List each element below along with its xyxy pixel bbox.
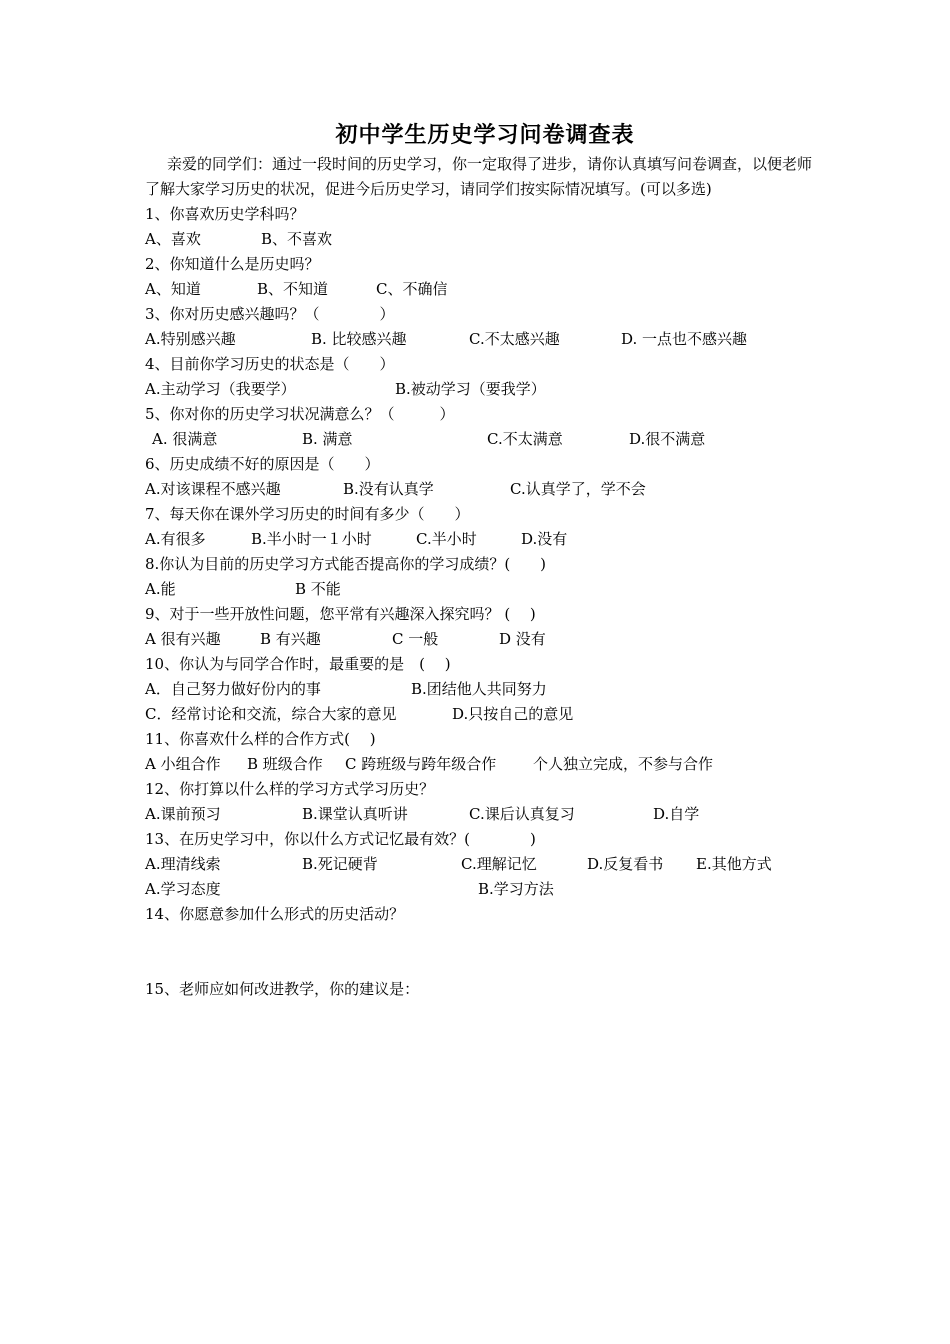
option-b[interactable]: B 有兴趣 (260, 630, 321, 648)
option-c[interactable]: C.课后认真复习 (469, 805, 575, 823)
options-row (145, 627, 825, 652)
option-a[interactable]: A.特别感兴趣 (145, 330, 236, 348)
answer-space[interactable] (145, 927, 825, 977)
option-b[interactable]: B. 满意 (302, 430, 353, 448)
question-11: 11、你喜欢什么样的合作方式( ) (145, 730, 376, 748)
option-c[interactable]: C.不太感兴趣 (469, 330, 560, 348)
option-a[interactable]: A 小组合作 (145, 755, 221, 773)
option-d[interactable]: D.自学 (653, 805, 700, 823)
question-8: 8.你认为目前的历史学习方式能否提高你的学习成绩？( ) (145, 555, 547, 573)
option-a[interactable]: A.对该课程不感兴趣 (145, 480, 281, 498)
option-a[interactable]: A、知道 (145, 280, 201, 298)
question-10: 10、你认为与同学合作时，最重要的是 ( ) (145, 655, 451, 673)
question-7: 7、每天你在课外学习历史的时间有多少（ ） (145, 505, 470, 523)
options-row (145, 377, 825, 402)
options-row (145, 477, 825, 502)
option-b[interactable]: B.死记硬背 (302, 855, 378, 873)
question-6: 6、历史成绩不好的原因是（ ） (145, 455, 380, 473)
options-row (145, 852, 825, 877)
option-c[interactable]: C 跨班级与跨年级合作 (345, 755, 497, 773)
survey-page (145, 118, 825, 1002)
options-row (145, 327, 825, 352)
option-b[interactable]: B、不喜欢 (261, 230, 333, 248)
option-d[interactable]: D.反复看书 (587, 855, 664, 873)
option-d[interactable]: D.很不满意 (629, 430, 706, 448)
options-row (145, 527, 825, 552)
option-a[interactable]: A.有很多 (145, 530, 206, 548)
question-13: 13、在历史学习中，你以什么方式记忆最有效？( ) (145, 830, 536, 848)
question-2: 2、你知道什么是历史吗？ (145, 255, 320, 273)
option-c[interactable]: C、不确信 (376, 280, 448, 298)
option-b[interactable]: B. 比较感兴趣 (311, 330, 407, 348)
option-d[interactable]: D.没有 (521, 530, 568, 548)
option-a[interactable]: A.能 (145, 580, 176, 598)
option-a[interactable]: A 很有兴趣 (145, 630, 221, 648)
question-12: 12、你打算以什么样的学习方式学习历史？ (145, 780, 435, 798)
option-e[interactable]: E.其他方式 (696, 855, 772, 873)
options-row (145, 877, 825, 902)
options-row (145, 427, 825, 452)
option-c[interactable]: C 一般 (392, 630, 439, 648)
option-b[interactable]: B.学习方法 (478, 880, 554, 898)
question-9: 9、对于一些开放性问题，您平常有兴趣深入探究吗？ ( ) (145, 605, 536, 623)
question-14: 14、你愿意参加什么形式的历史活动？ (145, 905, 405, 923)
option-a[interactable]: A.课前预习 (145, 805, 221, 823)
options-row (145, 277, 825, 302)
options-row (145, 227, 825, 252)
option-a[interactable]: A. 很满意 (152, 430, 218, 448)
options-row (145, 677, 825, 702)
option-b[interactable]: B.团结他人共同努力 (411, 680, 547, 698)
option-b[interactable]: B.被动学习（要我学） (395, 380, 546, 398)
question-5: 5、你对你的历史学习状况满意么？（ ） (145, 405, 455, 423)
question-3: 3、你对历史感兴趣吗？（ ） (145, 305, 395, 323)
option-c[interactable]: C.不太满意 (487, 430, 563, 448)
option-d[interactable]: 个人独立完成，不参与合作 (533, 755, 714, 773)
option-b[interactable]: B 班级合作 (247, 755, 323, 773)
option-b[interactable]: B、不知道 (257, 280, 329, 298)
question-4: 4、目前你学习历史的状态是（ ） (145, 355, 395, 373)
option-d[interactable]: D 没有 (499, 630, 546, 648)
question-1: 1、你喜欢历史学科吗？ (145, 205, 305, 223)
option-c[interactable]: C.半小时 (416, 530, 477, 548)
page-title: 初中学生历史学习问卷调查表 (335, 122, 635, 148)
option-a[interactable]: A.主动学习（我要学） (145, 380, 296, 398)
question-15: 15、老师应如何改进教学，你的建议是： (145, 980, 420, 998)
option-c[interactable]: C．经常讨论和交流，综合大家的意见 (145, 705, 397, 723)
option-b[interactable]: B.课堂认真听讲 (302, 805, 408, 823)
option-b[interactable]: B.半小时一１小时 (251, 530, 372, 548)
option-a[interactable]: A.理清线索 (145, 855, 221, 873)
option-b[interactable]: B.没有认真学 (343, 480, 434, 498)
option-a[interactable]: A.学习态度 (145, 880, 221, 898)
options-row (145, 752, 825, 777)
option-c[interactable]: C.认真学了，学不会 (510, 480, 646, 498)
option-a[interactable]: A．自己努力做好份内的事 (145, 680, 321, 698)
options-row (145, 802, 825, 827)
options-row (145, 577, 825, 602)
option-d[interactable]: D. 一点也不感兴趣 (621, 330, 748, 348)
option-d[interactable]: D.只按自己的意见 (452, 705, 574, 723)
option-b[interactable]: B 不能 (295, 580, 341, 598)
option-a[interactable]: A、喜欢 (145, 230, 201, 248)
intro-paragraph: 亲爱的同学们：通过一段时间的历史学习，你一定取得了进步，请你认真填写问卷调查，以便老师了解大家学习历史的状况，促进今后历史学习，请同学们按实际情况填写。(可以多选) (145, 155, 813, 198)
option-c[interactable]: C.理解记忆 (461, 855, 537, 873)
options-row (145, 702, 825, 727)
